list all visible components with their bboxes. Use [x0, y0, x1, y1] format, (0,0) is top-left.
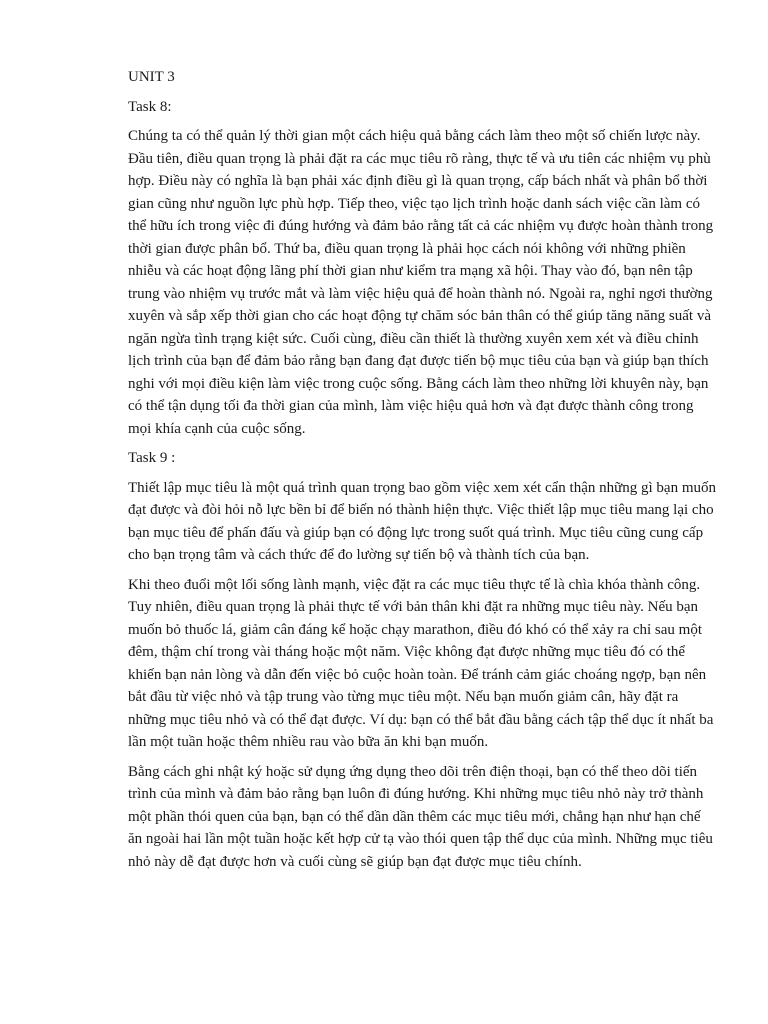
task-8-heading: Task 8:: [128, 98, 172, 115]
task-9-paragraph-2: Khi theo đuổi một lối sống lành mạnh, việc đặt ra các mục tiêu thực tế là chìa khóa thành công. Tuy nhiên, điều quan trọng là phải thực tế với bản thân khi đặt ra những mục tiêu này. Nếu bạn muốn bỏ thuốc lá, giảm cân đáng kể hoặc chạy marathon, điều đó khó có thể xảy ra chỉ sau một đêm, thậm chí trong vài tháng hoặc một năm. Việc không đạt được những mục tiêu đó có thể khiến bạn nản lòng và dẫn đến việc bỏ cuộc hoàn toàn. Để tránh cảm giác choáng ngợp, bạn nên bắt đầu từ việc nhỏ và tập trung vào từng mục tiêu một. Nếu bạn muốn giảm cân, hãy đặt ra những mục tiêu nhỏ và có thể đạt được. Ví dụ: bạn có thể bắt đầu bằng cách tập thể dục ít nhất ba lần một tuần hoặc thêm nhiều rau vào bữa ăn khi bạn muốn.: [128, 576, 714, 750]
task-9-paragraph-3: Bằng cách ghi nhật ký hoặc sử dụng ứng dụng theo dõi trên điện thoại, bạn có thể theo dõi tiến trình của mình và đảm bảo rằng bạn luôn đi đúng hướng. Khi những mục tiêu nhỏ này trở thành một phần thói quen của bạn, bạn có thể dần dần thêm các mục tiêu mới, chẳng hạn như hạn chế ăn ngoài hai lần một tuần hoặc kết hợp cử tạ vào thói quen tập thể dục của mình. Những mục tiêu nhỏ này dễ đạt được hơn và cuối cùng sẽ giúp bạn đạt được mục tiêu chính.: [128, 763, 713, 870]
unit-title: UNIT 3: [128, 69, 175, 85]
task-9-paragraph-1: Thiết lập mục tiêu là một quá trình quan trọng bao gồm việc xem xét cẩn thận những gì bạn muốn đạt được và đòi hỏi nỗ lực bền bỉ để biến nó thành hiện thực. Việc thiết lập mục tiêu mang lại cho bạn mục tiêu để phấn đấu và giúp bạn có động lực trong suốt quá trình. Mục tiêu cũng cung cấp cho bạn trọng tâm và cách thức để đo lường sự tiến bộ và thành tích của bạn.: [128, 479, 716, 563]
task-8-paragraph-1: Chúng ta có thể quản lý thời gian một cách hiệu quả bằng cách làm theo một số chiến lược này. Đầu tiên, điều quan trọng là phải đặt ra các mục tiêu rõ ràng, thực tế và ưu tiên các nhiệm vụ phù hợp. Điều này có nghĩa là bạn phải xác định điều gì là quan trọng, cấp bách nhất và phân bổ thời gian cũng như nguồn lực phù hợp. Tiếp theo, việc tạo lịch trình hoặc danh sách việc cần làm có thể hữu ích trong việc đi đúng hướng và đảm bảo rằng tất cả các nhiệm vụ được hoàn thành trong thời gian được phân bổ. Thứ ba, điều quan trọng là phải học cách nói không với những phiền nhiễu và các hoạt động lãng phí thời gian như kiểm tra mạng xã hội. Thay vào đó, bạn nên tập trung vào nhiệm vụ trước mắt và làm việc hiệu quả để hoàn thành nó. Ngoài ra, nghỉ ngơi thường xuyên và sắp xếp thời gian cho các hoạt động tự chăm sóc bản thân có thể giúp tăng năng suất và ngăn ngừa tình trạng kiệt sức. Cuối cùng, điều cần thiết là thường xuyên xem xét và điều chỉnh lịch trình của bạn để đảm bảo rằng bạn đang đạt được tiến bộ mục tiêu của bạn và giúp bạn thích nghi với mọi điều kiện làm việc trong cuộc sống. Bằng cách làm theo những lời khuyên này, bạn có thể tận dụng tối đa thời gian của mình, làm việc hiệu quả hơn và đạt được thành công trong mọi khía cạnh của cuộc sống.: [128, 128, 714, 437]
task-9-heading: Task 9 :: [128, 450, 176, 466]
